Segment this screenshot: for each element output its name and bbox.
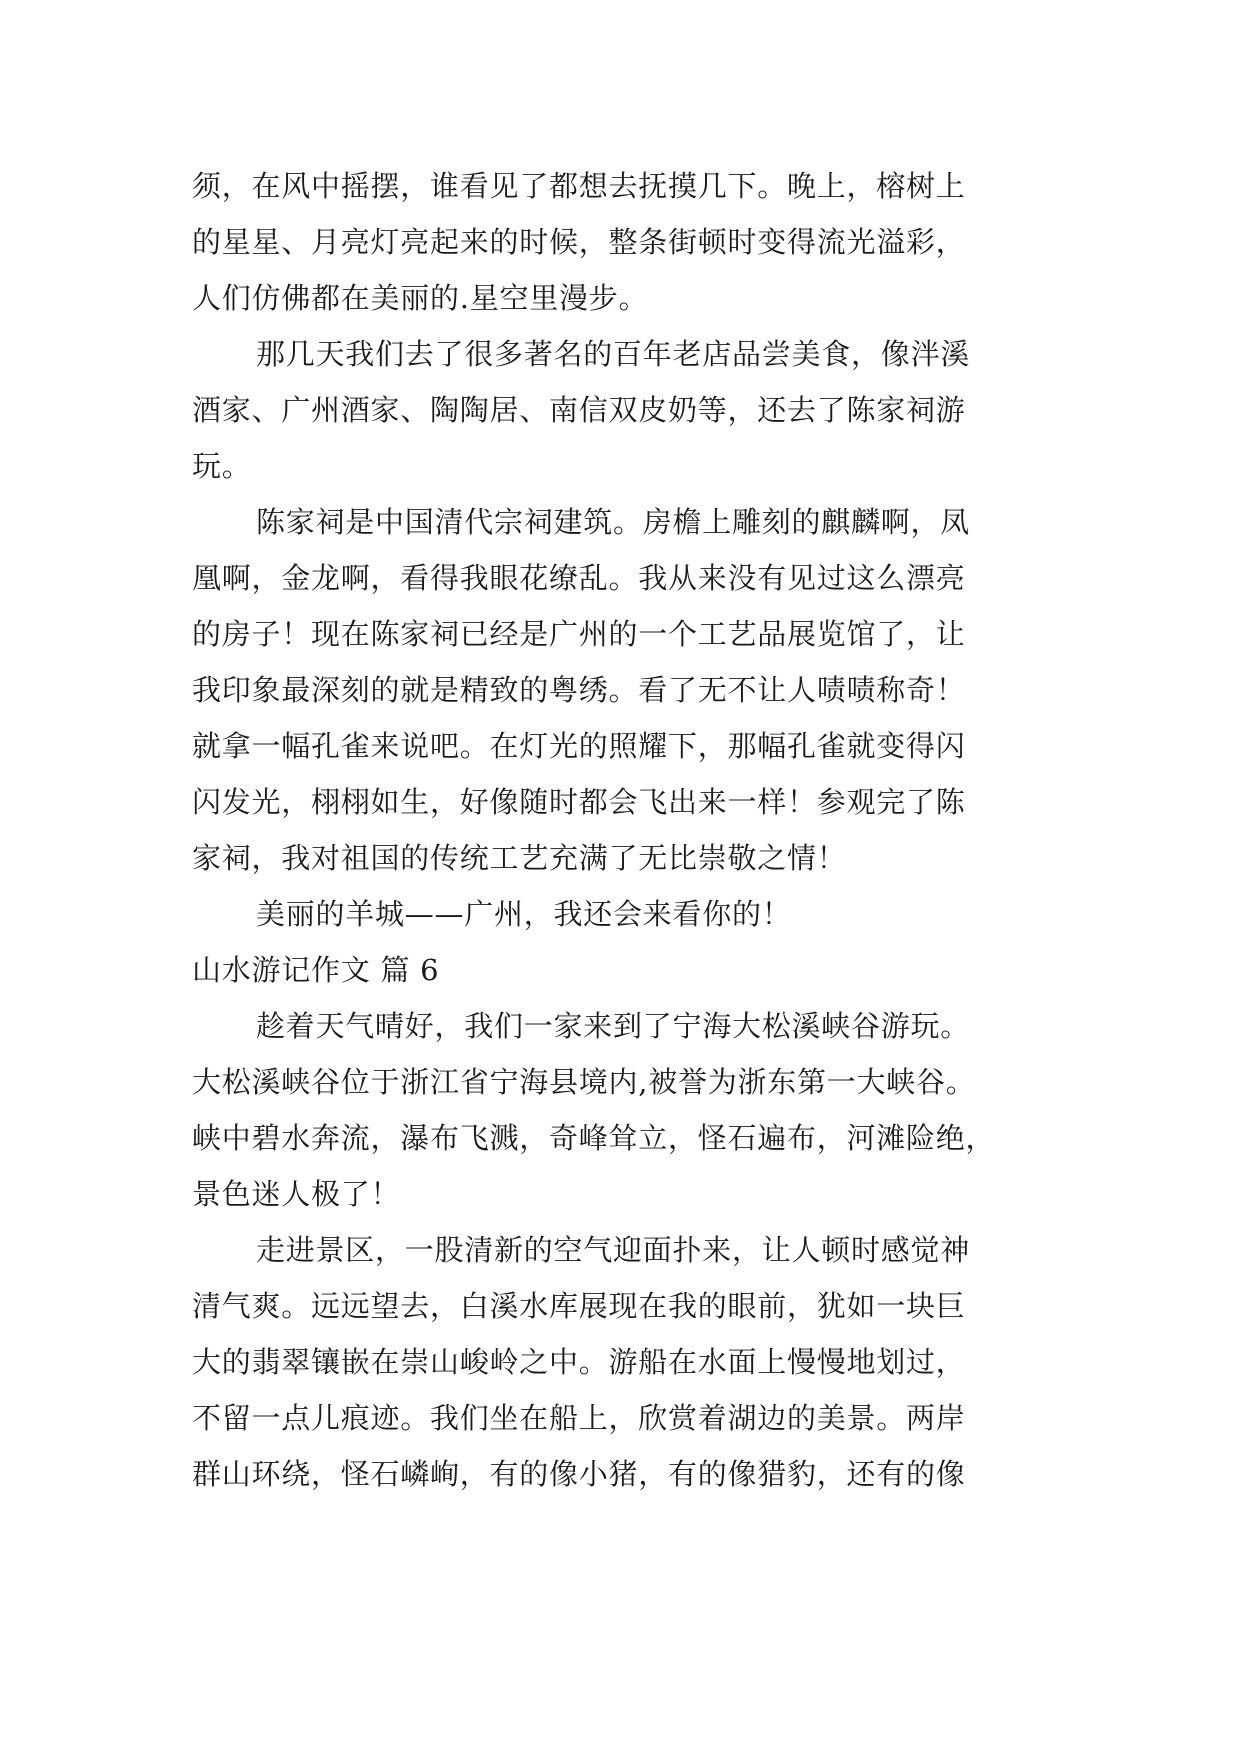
text-line: 闪发光，栩栩如生，好像随时都会飞出来一样！参观完了陈 [192,785,966,819]
text-line: 清气爽。远远望去，白溪水库展现在我的眼前，犹如一块巨 [192,1289,966,1323]
text-line: 走进景区，一股清新的空气迎面扑来，让人顿时感觉神 [256,1233,971,1267]
text-line: 的房子！现在陈家祠已经是广州的一个工艺品展览馆了，让 [192,617,966,651]
text-line: 群山环绕，怪石嶙峋，有的像小猪，有的像猎豹，还有的像 [192,1457,966,1491]
text-line: 就拿一幅孔雀来说吧。在灯光的照耀下，那幅孔雀就变得闪 [192,729,966,763]
text-line: 峡中碧水奔流，瀑布飞溅，奇峰耸立，怪石遍布，河滩险绝， [192,1121,996,1155]
text-line: 大的翡翠镶嵌在崇山峻岭之中。游船在水面上慢慢地划过， [192,1345,966,1379]
text-line: 我印象最深刻的就是精致的粤绣。看了无不让人啧啧称奇！ [192,673,966,707]
text-line: 趁着天气晴好，我们一家来到了宁海大松溪峡谷游玩。 [256,1009,971,1043]
text-line: 美丽的羊城——广州，我还会来看你的！ [256,897,792,931]
text-line: 人们仿佛都在美丽的.星空里漫步。 [192,281,649,315]
text-line: 玩。 [192,449,252,483]
text-line: 那几天我们去了很多著名的百年老店品尝美食，像泮溪 [256,337,971,371]
text-line: 酒家、广州酒家、陶陶居、南信双皮奶等，还去了陈家祠游 [192,393,966,427]
text-line: 家祠，我对祖国的传统工艺充满了无比崇敬之情！ [192,841,847,875]
text-line: 须，在风中摇摆，谁看见了都想去抚摸几下。晚上，榕树上 [192,169,966,203]
text-line: 的星星、月亮灯亮起来的时候，整条街顿时变得流光溢彩， [192,225,966,259]
text-line: 景色迷人极了！ [192,1177,401,1211]
section-heading: 山水游记作文 篇 6 [192,953,440,987]
text-line: 大松溪峡谷位于浙江省宁海县境内,被誉为浙东第一大峡谷。 [192,1065,976,1099]
text-line: 不留一点儿痕迹。我们坐在船上，欣赏着湖边的美景。两岸 [192,1401,966,1435]
text-line: 陈家祠是中国清代宗祠建筑。房檐上雕刻的麒麟啊，凤 [256,505,971,539]
text-line: 凰啊，金龙啊，看得我眼花缭乱。我从来没有见过这么漂亮 [192,561,966,595]
